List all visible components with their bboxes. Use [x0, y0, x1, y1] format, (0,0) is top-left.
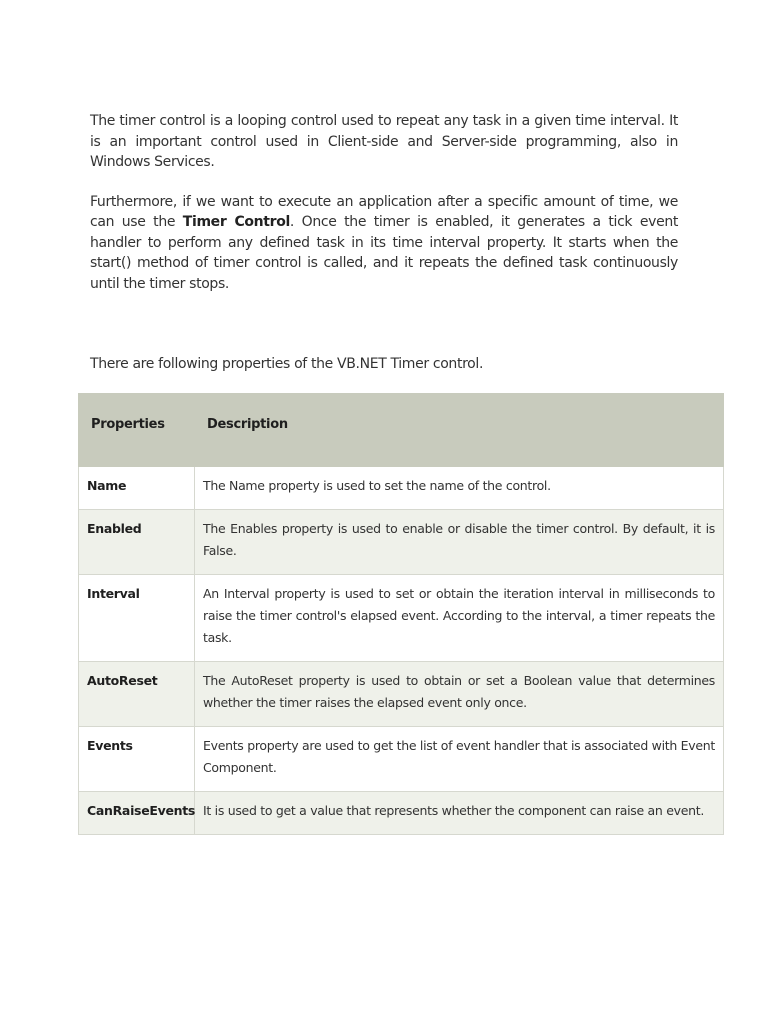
property-description: Events property are used to get the list of event handler that is associated with Event Component.	[195, 727, 724, 792]
header-description: Description	[195, 394, 724, 467]
table-row	[79, 575, 724, 662]
intro-paragraph-2	[90, 192, 678, 295]
property-name: CanRaiseEvents	[79, 792, 195, 835]
property-name: Events	[79, 727, 195, 792]
property-description: An Interval property is used to set or obtain the iteration interval in milliseconds to raise the timer control's elapsed event. According to the interval, a timer repeats the task.	[195, 575, 724, 662]
property-description: The Enables property is used to enable or disable the timer control. By default, it is False.	[195, 510, 724, 575]
property-name: Name	[79, 467, 195, 510]
table-row	[79, 727, 724, 792]
table-row	[79, 792, 724, 835]
intro-paragraph-2-start: Furthermore, if we want to execute an application after a specific amount of time, we can use the	[90, 193, 678, 230]
property-name: AutoReset	[79, 662, 195, 727]
table-row	[79, 662, 724, 727]
properties-lead-text: There are following properties of the VB.NET Timer control.	[90, 356, 484, 372]
intro-section	[90, 111, 678, 294]
intro-paragraph-2-end: . Once the timer is enabled, it generates a tick event handler to perform any defined task in its time interval property. It starts when the start() method of timer control is called, and it repeats the defined task continuously until the timer stops.	[90, 214, 678, 292]
intro-paragraph-1: The timer control is a looping control used to repeat any task in a given time interval. It is an important control used in Client-side and Server-side programming, also in Windows Services.	[90, 113, 678, 170]
properties-table	[78, 393, 724, 835]
property-name: Interval	[79, 575, 195, 662]
table-row	[79, 510, 724, 575]
header-properties: Properties	[79, 394, 195, 467]
table-header-row	[79, 394, 724, 467]
timer-control-term: Timer Control	[182, 214, 290, 230]
table-row	[79, 467, 724, 510]
property-description: The Name property is used to set the name of the control.	[195, 467, 724, 510]
property-description: It is used to get a value that represents whether the component can raise an event.	[195, 792, 724, 835]
property-name: Enabled	[79, 510, 195, 575]
property-description: The AutoReset property is used to obtain or set a Boolean value that determines whether the timer raises the elapsed event only once.	[195, 662, 724, 727]
